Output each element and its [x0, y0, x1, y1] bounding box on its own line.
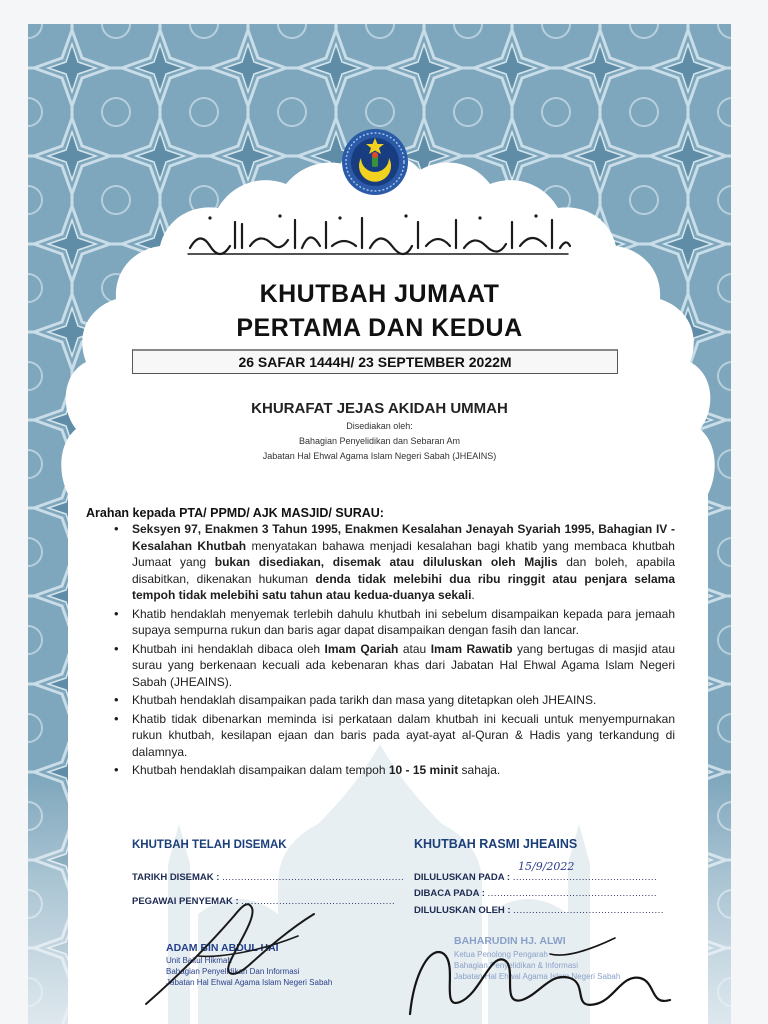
sermon-topic-title: KHURAFAT JEJAS AKIDAH UMMAH	[251, 400, 508, 417]
list-item: • Khatib tidak dibenarkan meminda isi perkataan dalam khutbah ini kecuali untuk menyempurnakan rukun khutbah, kesilapan ejaan dan baris pada ayat-ayat al-Quran & Hadis yang terkandung di dalamnya.	[110, 711, 675, 761]
list-item: • Khutbah hendaklah disampaikan dalam tempoh 10 - 15 minit sahaja.	[110, 762, 675, 779]
approved-by-field: DILULUSKAN OLEH : ................................................	[414, 905, 664, 916]
reviewer-stamp-department: Jabatan Hal Ehwal Agama Islam Negeri Sabah	[166, 978, 333, 987]
list-item: • Khatib hendaklah menyemak terlebih dahulu khutbah ini sebelum disampaikan kepada para jemaah supaya sempurna rukun dan baris agar dapat disampaikan dengan fasih dan lancar.	[110, 606, 675, 639]
list-item: • Khutbah hendaklah disampaikan pada tarikh dan masa yang ditetapkan oleh JHEAINS.	[110, 692, 675, 709]
read-date-field: DIBACA PADA : ......................................................	[414, 888, 658, 899]
reviewed-heading: KHUTBAH TELAH DISEMAK	[132, 839, 287, 851]
reviewer-stamp-division: Bahagian Penyelidikan Dan Informasi	[166, 967, 300, 976]
approver-stamp-name: BAHARUDIN HJ. ALWI	[454, 935, 566, 947]
jawi-calligraphy-logotype	[180, 210, 575, 260]
date-banner: 26 SAFAR 1444H/ 23 SEPTEMBER 2022M	[132, 349, 618, 374]
reviewer-stamp-name: ADAM BIN ABDUL HAI	[166, 942, 279, 954]
reviewer-signature	[138, 886, 328, 1014]
approver-stamp-title: Ketua Penolong Pengarah	[454, 950, 548, 959]
instructions-heading: Arahan kepada PTA/ PPMD/ AJK MASJID/ SURAU:	[86, 506, 384, 520]
reviewer-field: PEGAWAI PENYEMAK : .................................................	[132, 896, 396, 907]
approved-date-handwritten: 15/9/2022	[518, 860, 575, 873]
review-date-field: TARIKH DISEMAK : ..........................................................	[132, 872, 405, 883]
approved-date-field: DILULUSKAN PADA : ..............................................	[414, 872, 658, 883]
prepared-by-department: Jabatan Hal Ehwal Agama Islam Negeri Sabah (JHEAINS)	[262, 451, 497, 461]
list-item: • Khutbah ini hendaklah dibaca oleh Imam Qariah atau Imam Rawatib yang bertugas di masjid atau surau yang berkenaan kecuali ada kebenaran khas dari Jabatan Hal Ehwal Agama Islam Negeri Sabah (JHEAINS).	[110, 641, 675, 691]
prepared-by-label: Disediakan oleh:	[346, 421, 413, 431]
instructions-list	[110, 521, 675, 781]
document-sheet	[28, 24, 731, 1024]
prepared-by-division: Bahagian Penyelidikan dan Sebaran Am	[298, 436, 461, 446]
page-title-line1: KHUTBAH JUMAAT	[259, 280, 500, 308]
crest-emblem-icon	[341, 128, 409, 196]
approver-stamp-division: Bahagian Penyelidikan & Informasi	[454, 961, 579, 970]
approver-signature	[400, 914, 680, 1024]
page-title-line2: PERTAMA DAN KEDUA	[236, 314, 523, 342]
list-item: • Seksyen 97, Enakmen 3 Tahun 1995, Enakmen Kesalahan Jenayah Syariah 1995, Bahagian IV - Kesalahan Khutbah menyatakan bahawa menjadi kesalahan bagi khatib yang membaca khutbah Jumaat yang bukan disediakan, disemak atau diluluskan oleh Majlis dan boleh, apabila disabitkan, dikenakan hukuman denda tidak melebihi dua ribu ringgit atau penjara selama tempoh tidak melebihi satu tahun atau kedua-duanya sekali.	[110, 521, 675, 604]
approver-stamp-department: Jabatan Hal Ehwal Agama Islam Negeri Sabah	[454, 972, 621, 981]
official-heading: KHUTBAH RASMI JHEAINS	[414, 837, 578, 851]
reviewer-stamp-unit: Unit Baitul Hikmah	[166, 956, 232, 965]
